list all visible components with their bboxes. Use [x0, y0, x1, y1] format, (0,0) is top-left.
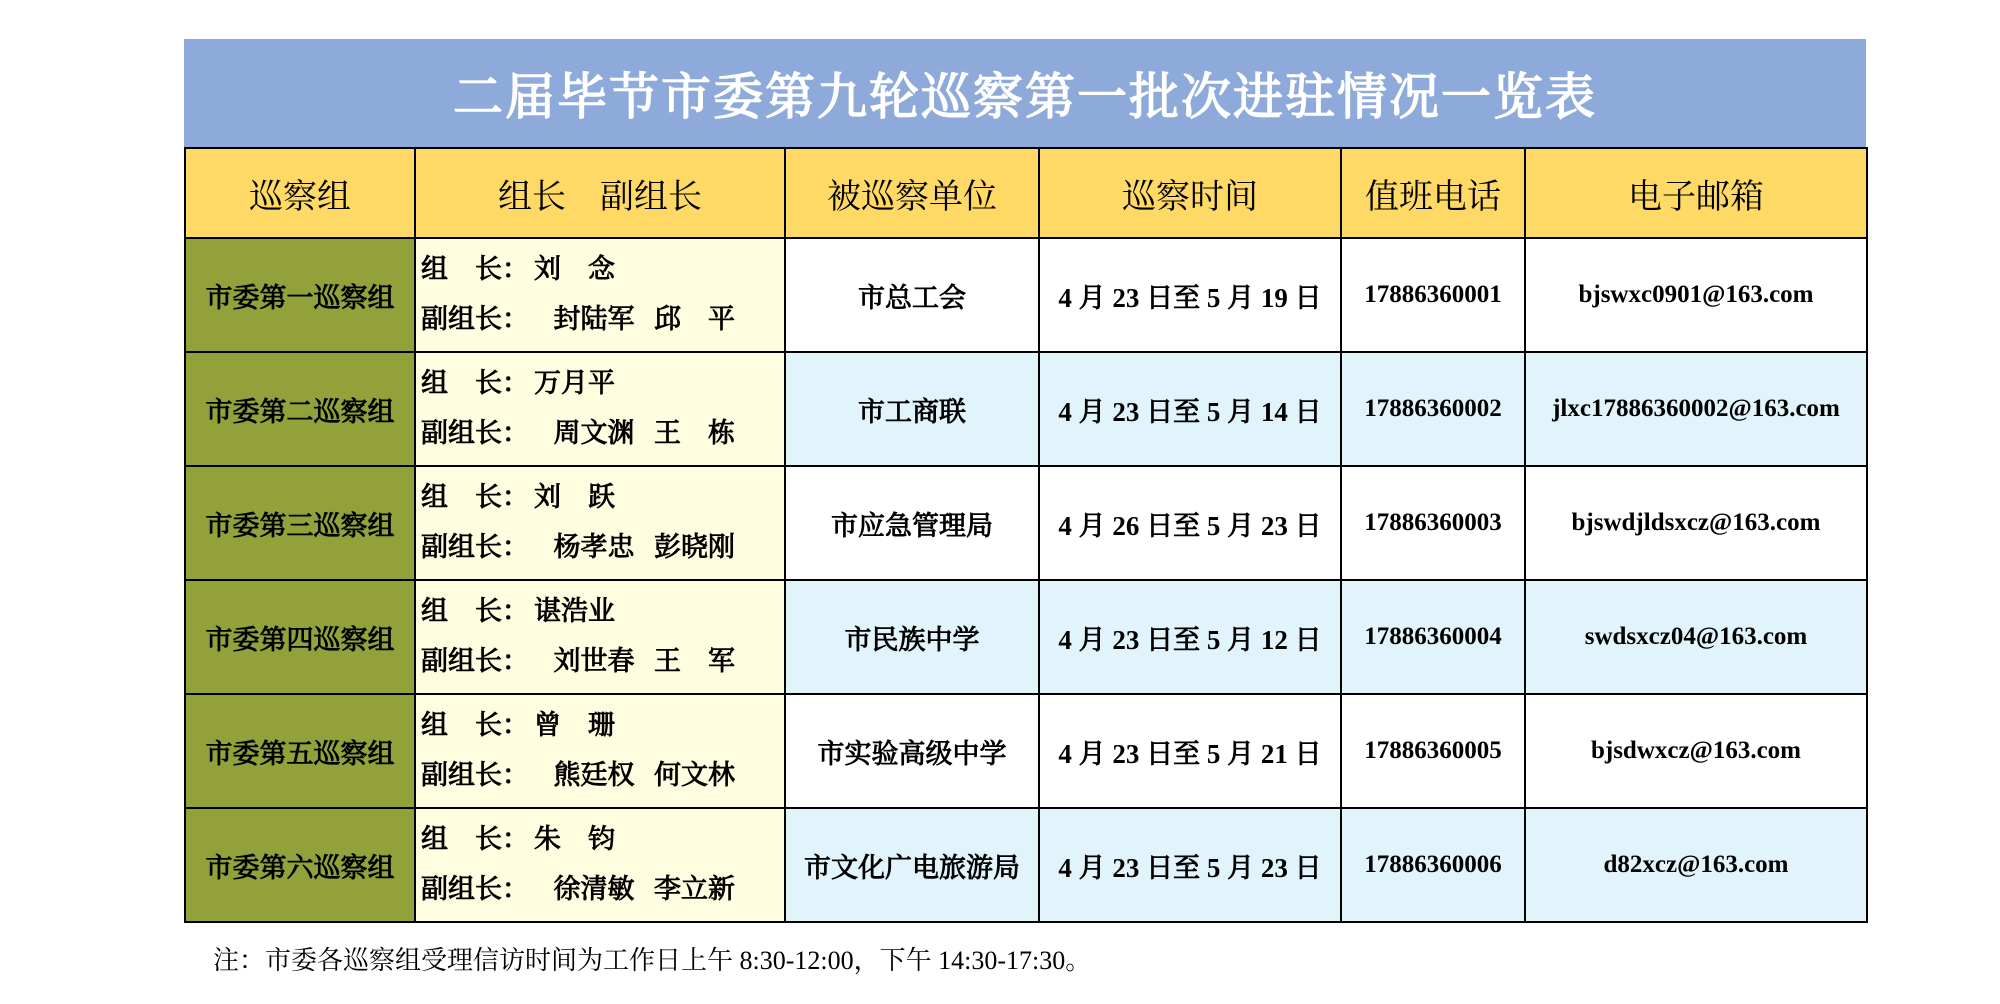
- phone-cell: 17886360006: [1341, 808, 1525, 922]
- leader-label: 组 长：: [421, 824, 529, 855]
- table-row: [185, 466, 1867, 580]
- unit-cell: 市应急管理局: [785, 466, 1039, 580]
- inspection-table: [184, 147, 1868, 923]
- email-cell: bjswxc0901@163.com: [1525, 238, 1867, 352]
- unit-cell: 市工商联: [785, 352, 1039, 466]
- column-header-unit: 被巡察单位: [785, 148, 1039, 238]
- leaders-cell: [415, 238, 785, 352]
- leader-name: 曾 珊: [534, 710, 615, 741]
- deputy-name-2: 王 栋: [654, 418, 735, 449]
- unit-cell: 市文化广电旅游局: [785, 808, 1039, 922]
- deputy-line: [416, 865, 784, 915]
- email-cell: jlxc17886360002@163.com: [1525, 352, 1867, 466]
- deputy-line: [416, 751, 784, 801]
- deputy-label: 副组长：: [421, 646, 529, 677]
- table-row: [185, 808, 1867, 922]
- column-header-group: 巡察组: [185, 148, 415, 238]
- leader-line: [416, 359, 784, 409]
- time-cell: 4 月 23 日至 5 月 21 日: [1039, 694, 1341, 808]
- leaders-cell: [415, 808, 785, 922]
- table-row: [185, 694, 1867, 808]
- unit-cell: 市民族中学: [785, 580, 1039, 694]
- phone-cell: 17886360001: [1341, 238, 1525, 352]
- group-name-cell: 市委第四巡察组: [185, 580, 415, 694]
- leader-name: 刘 跃: [534, 482, 615, 513]
- group-name-cell: 市委第三巡察组: [185, 466, 415, 580]
- footnote: 注：市委各巡察组受理信访时间为工作日上午 8:30-12:00，下午 14:30-17:30。: [213, 946, 1092, 975]
- time-cell: 4 月 23 日至 5 月 12 日: [1039, 580, 1341, 694]
- column-header-time: 巡察时间: [1039, 148, 1341, 238]
- deputy-label: 副组长：: [421, 304, 529, 335]
- deputy-name-2: 何文林: [654, 760, 735, 791]
- phone-cell: 17886360005: [1341, 694, 1525, 808]
- group-name-cell: 市委第一巡察组: [185, 238, 415, 352]
- deputy-name-2: 彭晓刚: [654, 532, 735, 563]
- leader-line: [416, 815, 784, 865]
- leaders-cell: [415, 694, 785, 808]
- leaders-cell: [415, 466, 785, 580]
- time-cell: 4 月 23 日至 5 月 19 日: [1039, 238, 1341, 352]
- time-cell: 4 月 23 日至 5 月 14 日: [1039, 352, 1341, 466]
- deputy-label: 副组长：: [421, 874, 529, 905]
- deputy-line: [416, 295, 784, 345]
- leaders-cell: [415, 580, 785, 694]
- group-name-cell: 市委第二巡察组: [185, 352, 415, 466]
- column-header-leaders: 组长 副组长: [415, 148, 785, 238]
- phone-cell: 17886360003: [1341, 466, 1525, 580]
- leader-label: 组 长：: [421, 368, 529, 399]
- email-cell: d82xcz@163.com: [1525, 808, 1867, 922]
- deputy-label: 副组长：: [421, 418, 529, 449]
- email-cell: bjswdjldsxcz@163.com: [1525, 466, 1867, 580]
- leader-name: 万月平: [534, 368, 615, 399]
- leader-label: 组 长：: [421, 482, 529, 513]
- deputy-name-1: 徐清敏: [553, 874, 635, 905]
- deputy-name-2: 李立新: [654, 874, 735, 905]
- deputy-name-2: 王 军: [654, 646, 735, 677]
- leader-name: 谌浩业: [534, 596, 615, 627]
- leader-name: 朱 钧: [534, 824, 615, 855]
- deputy-name-1: 周文渊: [553, 418, 635, 449]
- leader-line: [416, 473, 784, 523]
- deputy-name-1: 杨孝忠: [553, 532, 635, 563]
- deputy-line: [416, 523, 784, 573]
- group-name-cell: 市委第六巡察组: [185, 808, 415, 922]
- deputy-line: [416, 409, 784, 459]
- leaders-cell: [415, 352, 785, 466]
- unit-cell: 市实验高级中学: [785, 694, 1039, 808]
- table-row: [185, 352, 1867, 466]
- deputy-label: 副组长：: [421, 760, 529, 791]
- header-row: [185, 148, 1867, 238]
- table-title: 二届毕节市委第九轮巡察第一批次进驻情况一览表: [184, 39, 1866, 147]
- unit-cell: 市总工会: [785, 238, 1039, 352]
- deputy-label: 副组长：: [421, 532, 529, 563]
- deputy-name-1: 封陆军: [553, 304, 635, 335]
- deputy-name-1: 熊廷权: [553, 760, 635, 791]
- table-row: [185, 238, 1867, 352]
- document: [184, 39, 1866, 923]
- email-cell: swdsxcz04@163.com: [1525, 580, 1867, 694]
- column-header-email: 电子邮箱: [1525, 148, 1867, 238]
- deputy-name-1: 刘世春: [553, 646, 635, 677]
- leader-label: 组 长：: [421, 596, 529, 627]
- deputy-name-2: 邱 平: [654, 304, 735, 335]
- leader-line: [416, 587, 784, 637]
- leader-label: 组 长：: [421, 710, 529, 741]
- leader-line: [416, 245, 784, 295]
- table-row: [185, 580, 1867, 694]
- time-cell: 4 月 23 日至 5 月 23 日: [1039, 808, 1341, 922]
- leader-name: 刘 念: [534, 254, 615, 285]
- phone-cell: 17886360002: [1341, 352, 1525, 466]
- time-cell: 4 月 26 日至 5 月 23 日: [1039, 466, 1341, 580]
- deputy-line: [416, 637, 784, 687]
- column-header-phone: 值班电话: [1341, 148, 1525, 238]
- email-cell: bjsdwxcz@163.com: [1525, 694, 1867, 808]
- phone-cell: 17886360004: [1341, 580, 1525, 694]
- leader-label: 组 长：: [421, 254, 529, 285]
- leader-line: [416, 701, 784, 751]
- group-name-cell: 市委第五巡察组: [185, 694, 415, 808]
